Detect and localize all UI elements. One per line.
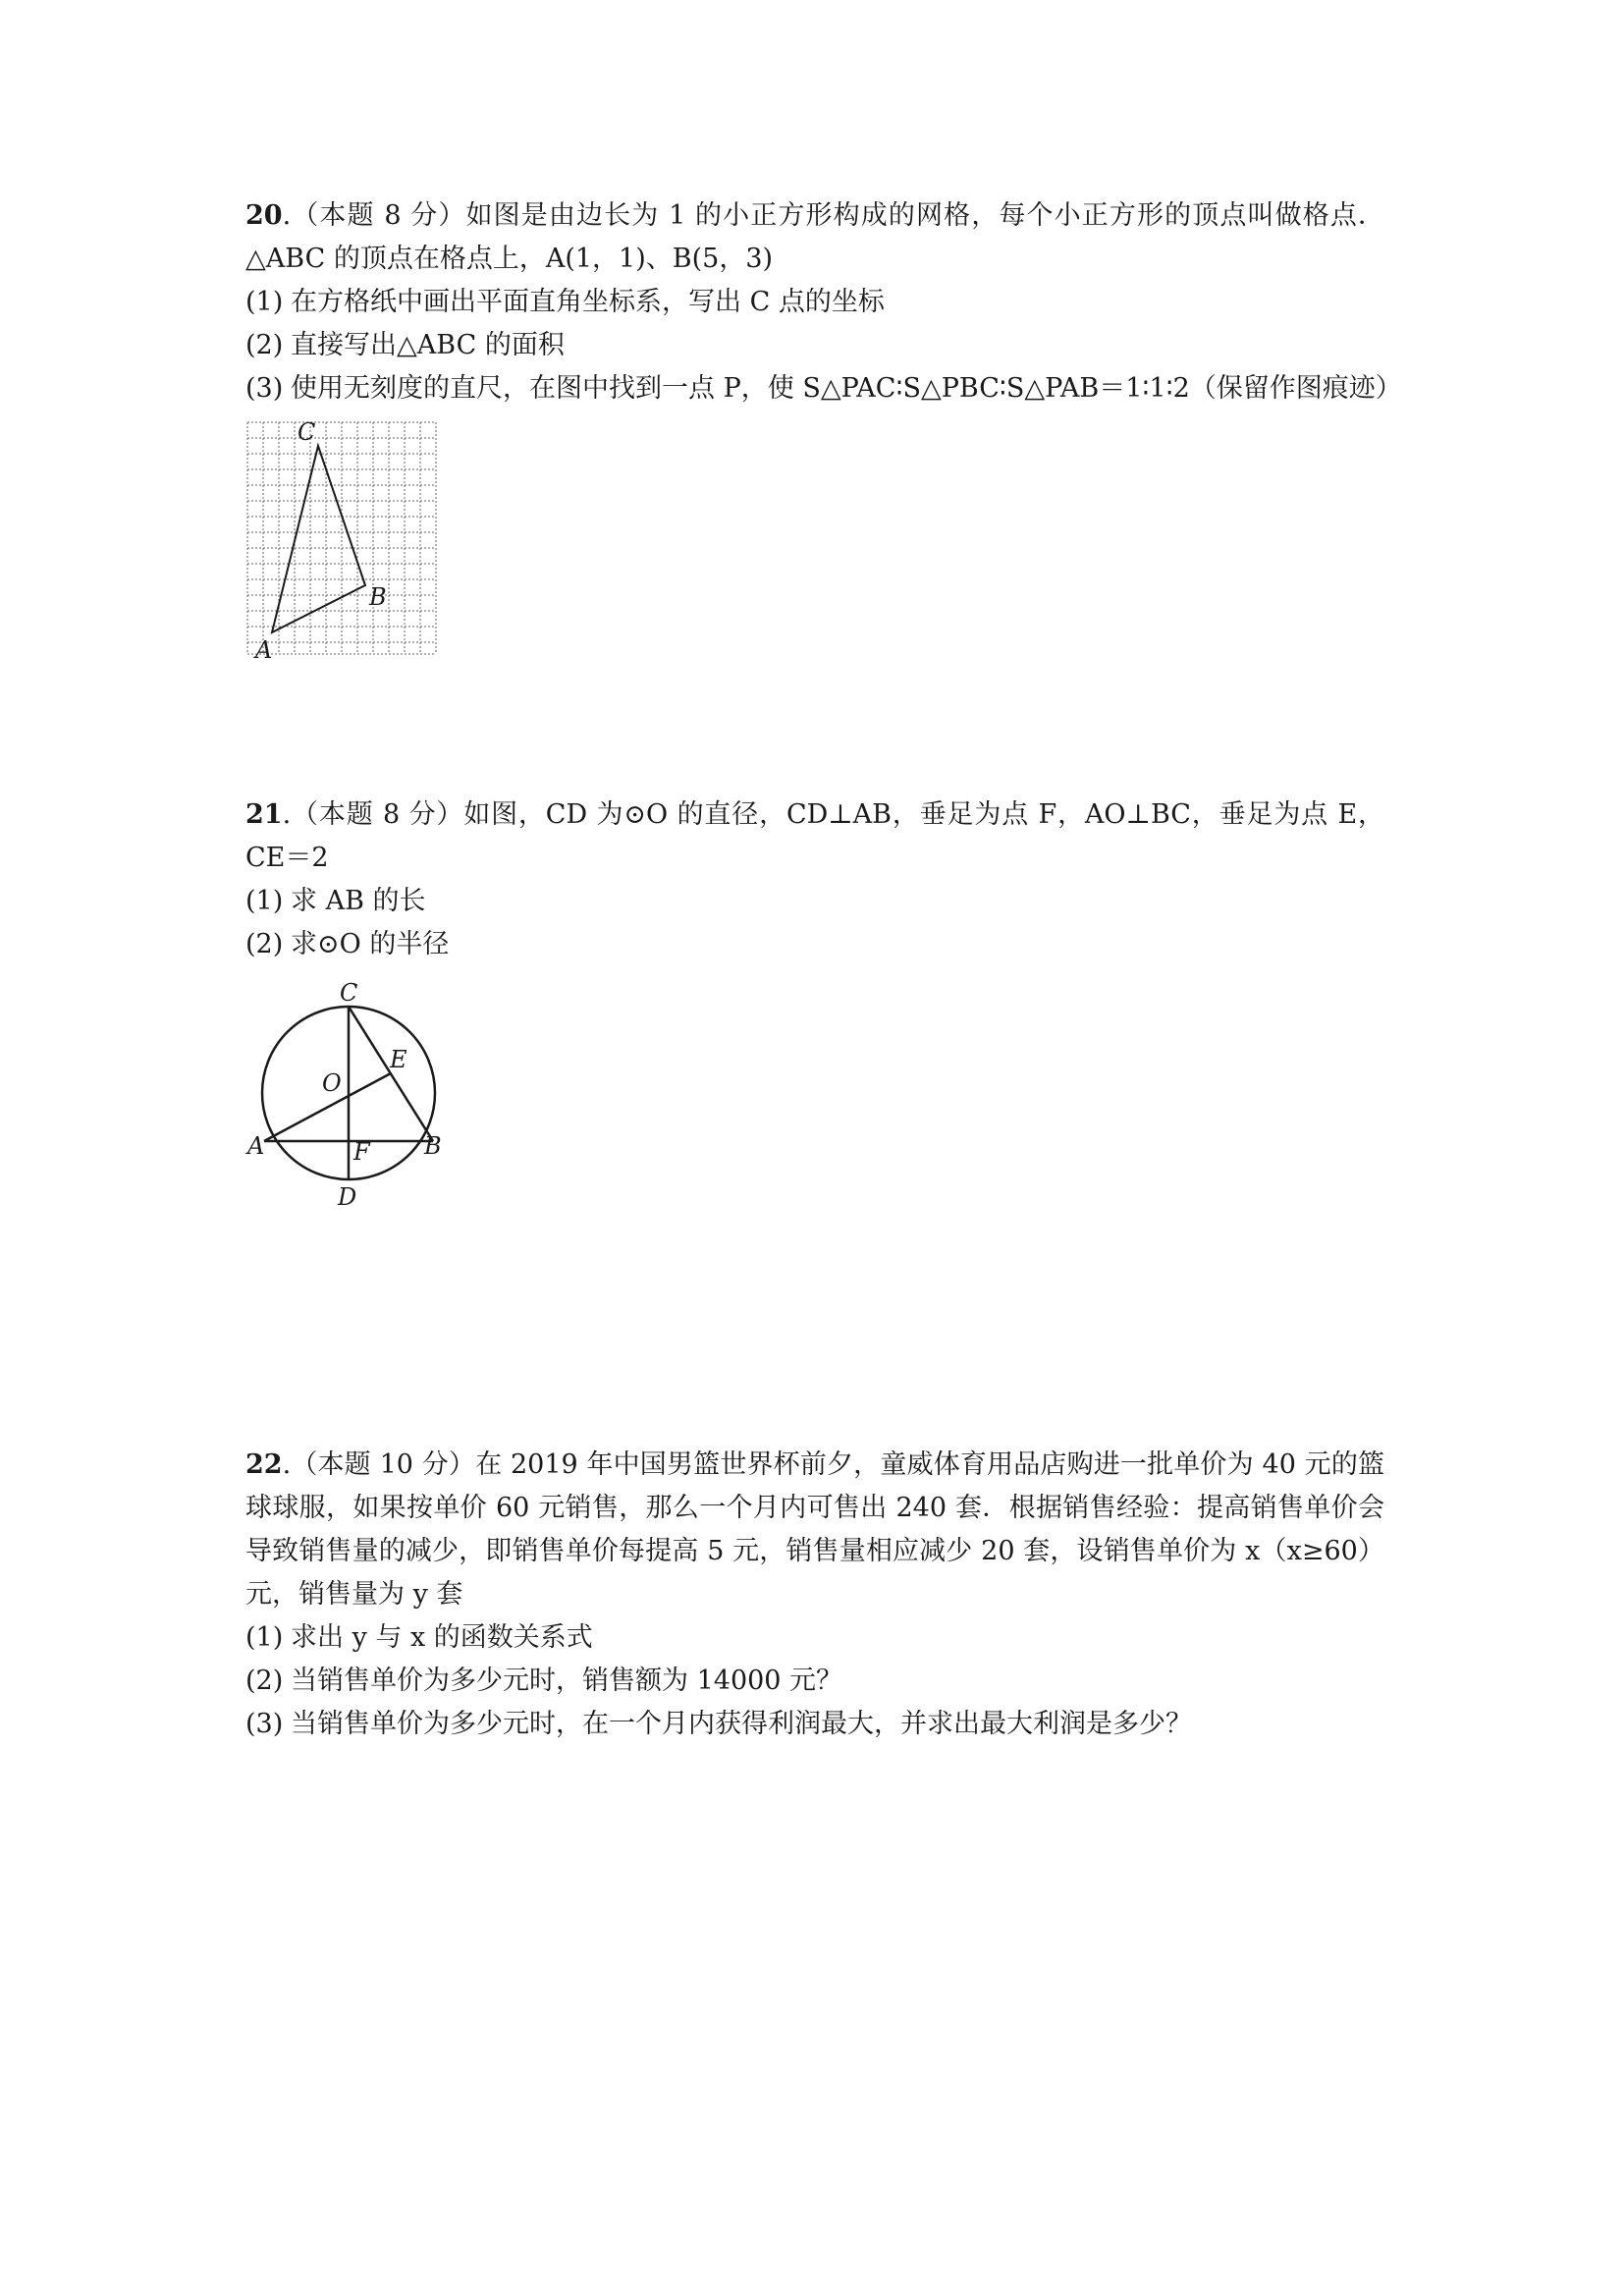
problem-21-part-1 — [245, 880, 1384, 923]
part-index: (2) — [245, 929, 284, 959]
problem-21 — [245, 793, 1384, 966]
triangle-abc — [272, 446, 365, 632]
label-b: B — [369, 583, 387, 611]
part-text: 求⊙O 的半径 — [291, 929, 450, 959]
part-text: 在方格纸中画出平面直角坐标系，写出 C 点的坐标 — [291, 287, 885, 317]
part-index: (1) — [245, 1622, 284, 1653]
problem-20-number: 20 — [245, 200, 283, 231]
circle-figure — [245, 977, 461, 1223]
problem-20-part-2 — [245, 324, 1384, 367]
problem-21-stem — [245, 793, 1384, 880]
part-index: (2) — [245, 1666, 284, 1696]
problem-22-stem-text: .（本题 10 分）在 2019 年中国男篮世界杯前夕，童威体育用品店购进一批单价为 40 元的篮球球服，如果按单价 60 元销售，那么一个月内可售出 240 套．根据销售经验：提高销售单价会导致销售量的减少，即销售单价每提高 5 元，销售量相应减少 20 套，设销售单价为 x（x≥60）元，销售量为 y 套 — [245, 1449, 1384, 1610]
label-b: B — [424, 1132, 442, 1160]
label-e: E — [390, 1046, 407, 1073]
problem-22-part-3 — [245, 1703, 1384, 1746]
part-text: 求 AB 的长 — [291, 886, 426, 916]
problem-21-number: 21 — [245, 799, 283, 830]
label-o: O — [322, 1069, 342, 1097]
problem-20 — [245, 194, 1402, 410]
problem-20-part-1 — [245, 281, 1384, 324]
problem-20-stem-text: .（本题 8 分）如图是由边长为 1 的小正方形构成的网格，每个小正方形的顶点叫做格点．△ABC 的顶点在格点上，A(1，1)、B(5，3) — [245, 200, 1384, 274]
problem-21-part-2 — [245, 923, 1384, 966]
part-text: 当销售单价为多少元时，在一个月内获得利润最大，并求出最大利润是多少？ — [291, 1709, 1192, 1739]
label-f: F — [353, 1138, 370, 1166]
part-text: 当销售单价为多少元时，销售额为 14000 元？ — [291, 1666, 843, 1696]
part-index: (3) — [245, 373, 284, 404]
part-text: 使用无刻度的直尺，在图中找到一点 P，使 S△PAC∶S△PBC∶S△PAB＝1∶1∶2（保留作图痕迹） — [291, 373, 1402, 404]
part-text: 求出 y 与 x 的函数关系式 — [291, 1622, 593, 1653]
problem-22-stem — [245, 1444, 1384, 1616]
part-index: (2) — [245, 330, 284, 360]
part-index: (1) — [245, 886, 284, 916]
problem-22-part-2 — [245, 1660, 1384, 1703]
part-index: (1) — [245, 287, 284, 317]
problem-20-stem — [245, 194, 1384, 281]
label-a: A — [247, 1132, 265, 1160]
label-a: A — [255, 636, 273, 660]
grid-triangle-figure — [242, 418, 444, 660]
problem-22-part-1 — [245, 1616, 1384, 1660]
label-d: D — [338, 1183, 357, 1211]
part-index: (3) — [245, 1709, 284, 1739]
problem-22 — [245, 1444, 1384, 1746]
label-c: C — [298, 418, 316, 446]
problem-20-part-3 — [245, 367, 1402, 410]
problem-22-number: 22 — [245, 1449, 283, 1480]
part-text: 直接写出△ABC 的面积 — [291, 330, 565, 360]
problem-21-stem-text: .（本题 8 分）如图，CD 为⊙O 的直径，CD⊥AB，垂足为点 F，AO⊥BC，垂足为点 E，CE＝2 — [245, 799, 1384, 873]
label-c: C — [340, 979, 358, 1007]
